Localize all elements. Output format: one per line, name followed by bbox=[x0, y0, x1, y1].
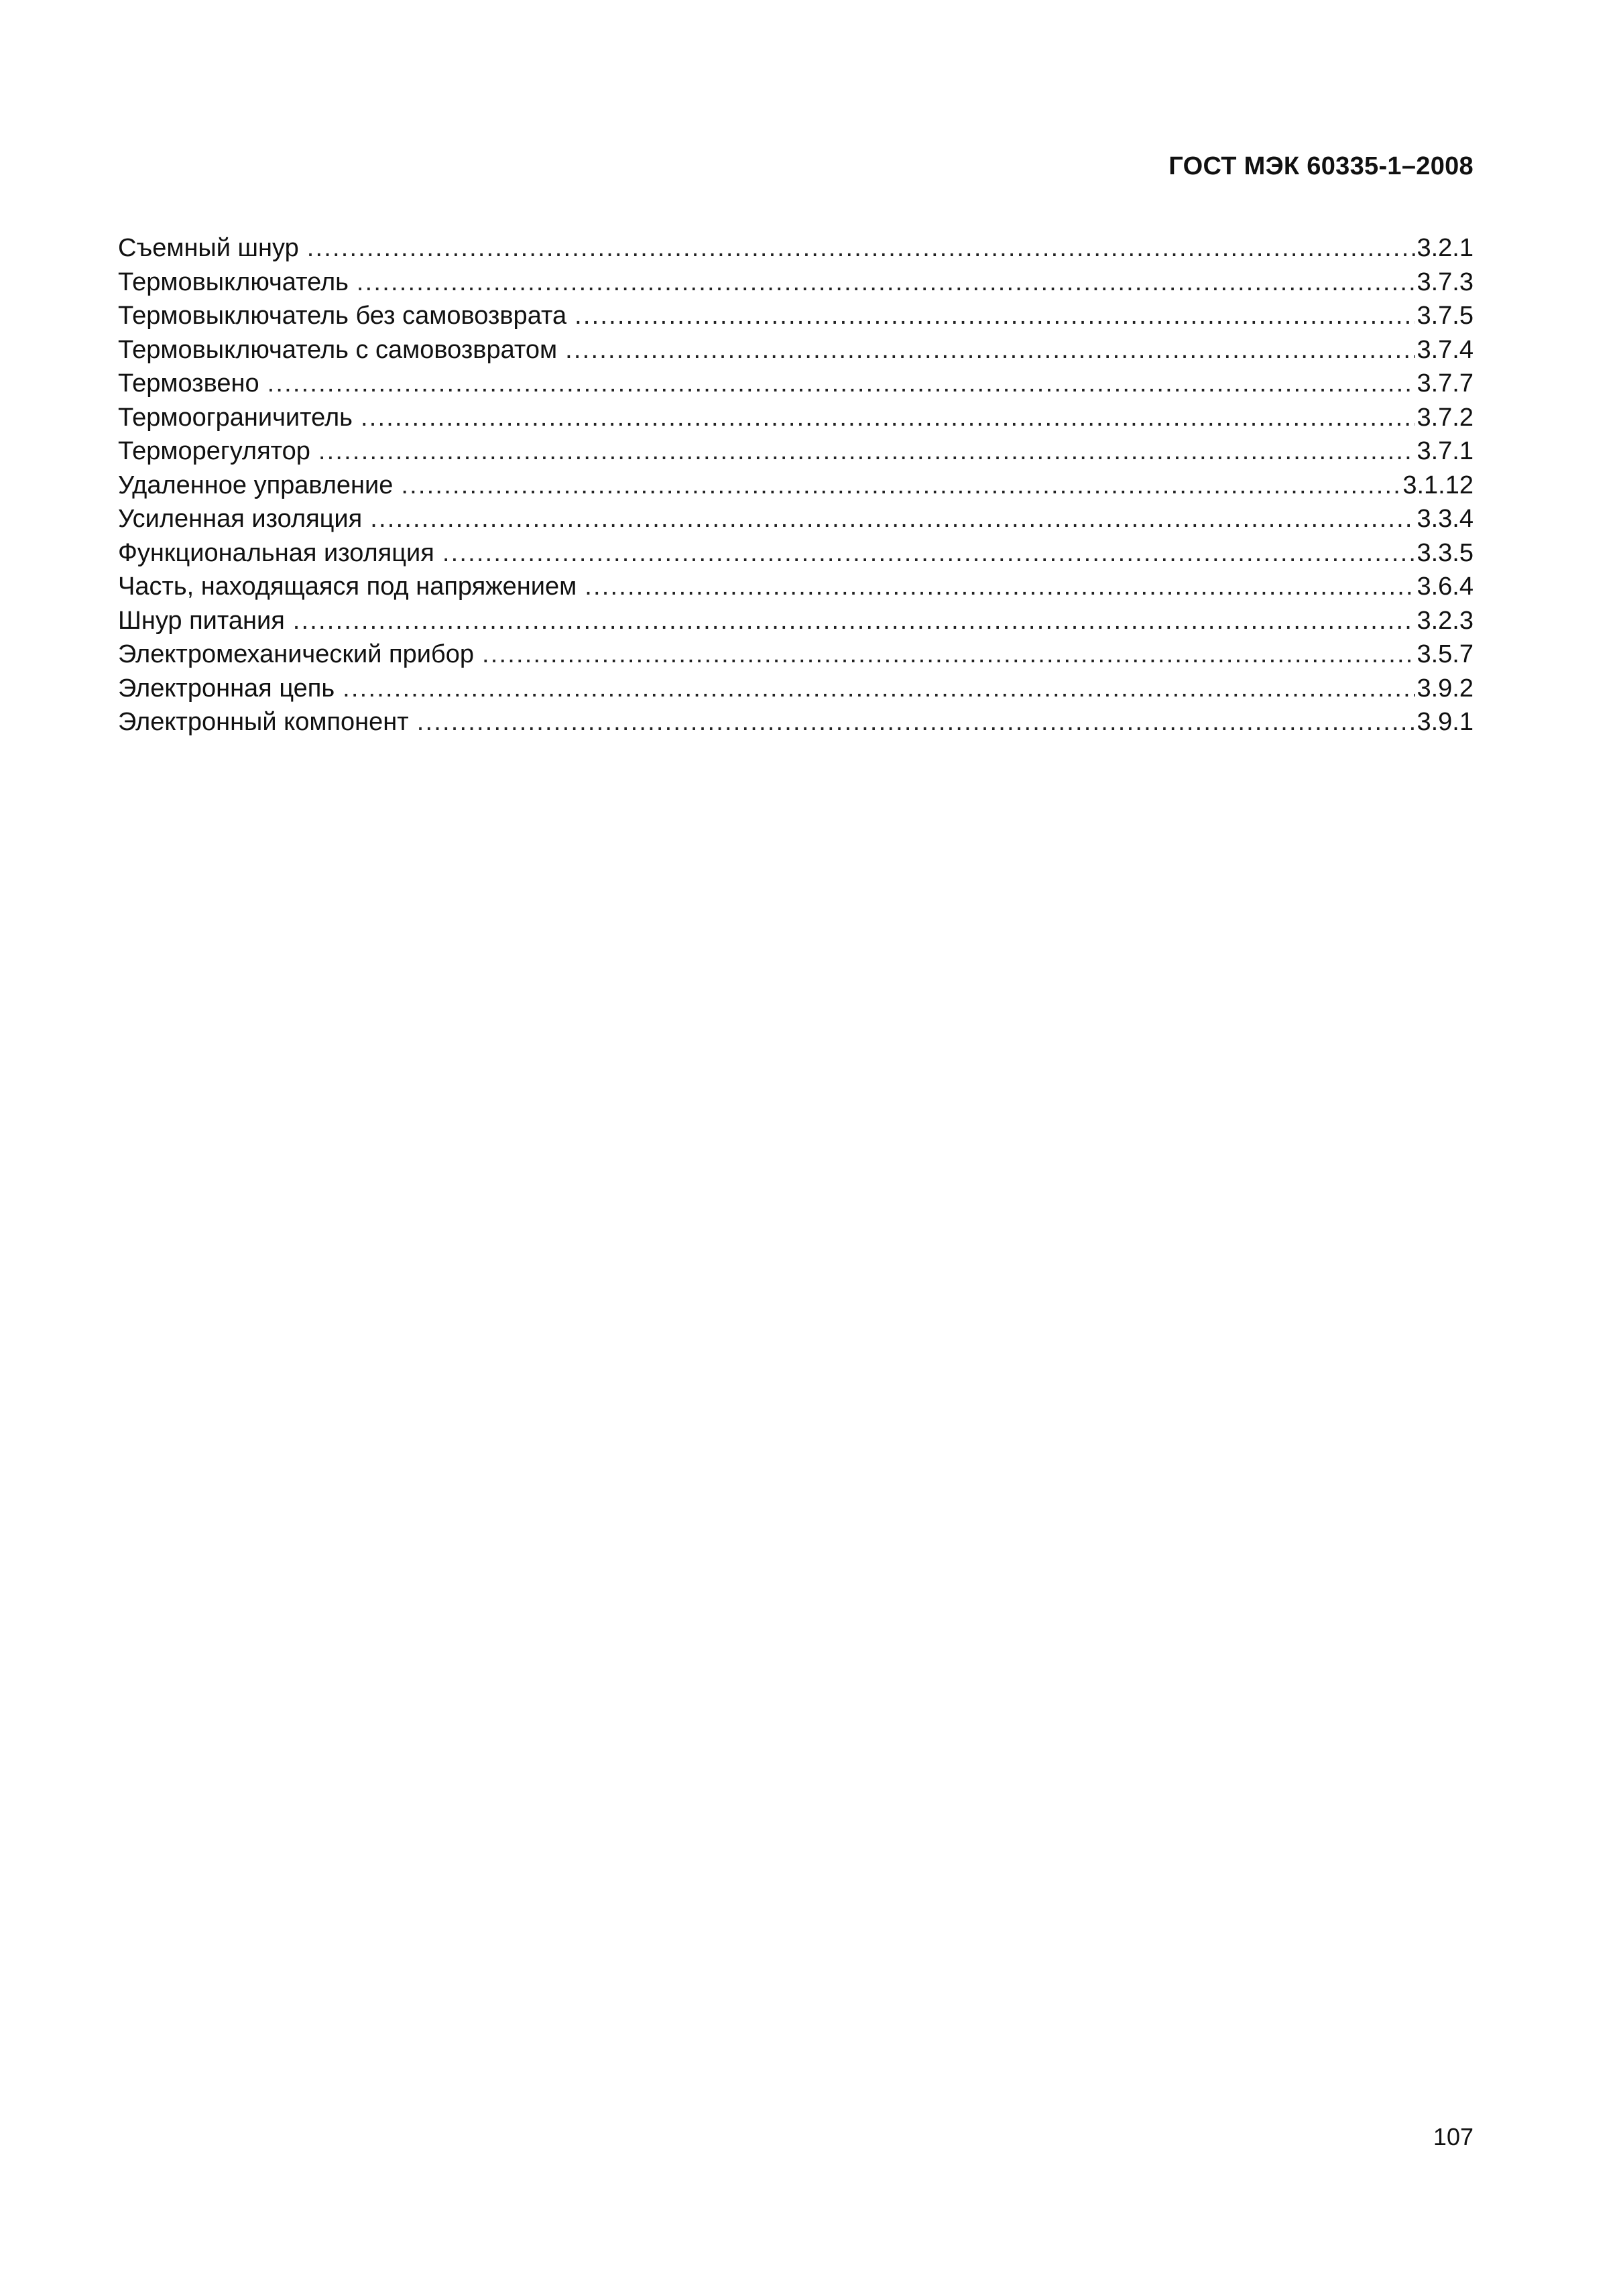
index-entry bbox=[118, 672, 1474, 706]
index-reference: 3.7.7 bbox=[1417, 369, 1474, 398]
index-term: Часть, находящаяся под напряжением bbox=[118, 572, 577, 601]
index-reference: 3.3.5 bbox=[1417, 538, 1474, 567]
index-term: Термовыключатель с самовозвратом bbox=[118, 335, 558, 364]
index-entry bbox=[118, 434, 1474, 469]
index-term: Удаленное управление bbox=[118, 471, 394, 499]
index-reference: 3.7.1 bbox=[1417, 437, 1474, 465]
dot-leader bbox=[575, 299, 1415, 333]
dot-leader bbox=[401, 469, 1401, 503]
index-entry bbox=[118, 401, 1474, 435]
index-term: Усиленная изоляция bbox=[118, 505, 363, 533]
index-term: Термовыключатель bbox=[118, 267, 349, 296]
document-code-header: ГОСТ МЭК 60335-1–2008 bbox=[1168, 152, 1474, 180]
index-term: Электромеханический прибор bbox=[118, 640, 474, 668]
index-entry bbox=[118, 299, 1474, 333]
dot-leader bbox=[482, 638, 1416, 672]
index-entry bbox=[118, 502, 1474, 536]
index-term: Терморегулятор bbox=[118, 437, 310, 465]
dot-leader bbox=[442, 536, 1416, 570]
index-reference: 3.7.2 bbox=[1417, 403, 1474, 432]
dot-leader bbox=[318, 434, 1416, 469]
index-entry bbox=[118, 570, 1474, 604]
dot-leader bbox=[370, 502, 1415, 536]
index-entry bbox=[118, 469, 1474, 503]
index-entry bbox=[118, 231, 1474, 265]
index-reference: 3.7.4 bbox=[1417, 335, 1474, 364]
index-reference: 3.7.5 bbox=[1417, 302, 1474, 330]
index-reference: 3.1.12 bbox=[1402, 471, 1474, 499]
index-entry bbox=[118, 265, 1474, 300]
dot-leader bbox=[267, 367, 1416, 401]
index-entry bbox=[118, 604, 1474, 638]
dot-leader bbox=[417, 705, 1416, 739]
dot-leader bbox=[361, 401, 1416, 435]
index-entry bbox=[118, 638, 1474, 672]
dot-leader bbox=[293, 604, 1416, 638]
index-term: Термоограничитель bbox=[118, 403, 353, 432]
index-reference: 3.3.4 bbox=[1417, 505, 1474, 533]
index-term: Шнур питания bbox=[118, 606, 285, 635]
index-reference: 3.5.7 bbox=[1417, 640, 1474, 668]
index-term: Функциональная изоляция bbox=[118, 538, 434, 567]
dot-leader bbox=[307, 231, 1416, 265]
index-reference: 3.9.2 bbox=[1417, 674, 1474, 703]
page-number: 107 bbox=[1433, 2123, 1474, 2151]
index-term: Электронный компонент bbox=[118, 708, 409, 736]
index-entry bbox=[118, 333, 1474, 367]
index-term: Съемный шнур bbox=[118, 234, 299, 262]
index-entry bbox=[118, 705, 1474, 739]
index-term: Термовыключатель без самовозврата bbox=[118, 302, 567, 330]
alphabetical-index-list bbox=[118, 231, 1474, 739]
index-reference: 3.9.1 bbox=[1417, 708, 1474, 736]
index-entry bbox=[118, 536, 1474, 570]
dot-leader bbox=[343, 672, 1415, 706]
index-reference: 3.2.3 bbox=[1417, 606, 1474, 635]
index-term: Электронная цепь bbox=[118, 674, 335, 703]
dot-leader bbox=[357, 265, 1416, 300]
index-reference: 3.2.1 bbox=[1417, 234, 1474, 262]
index-reference: 3.6.4 bbox=[1417, 572, 1474, 601]
index-term: Термозвено bbox=[118, 369, 259, 398]
dot-leader bbox=[585, 570, 1415, 604]
dot-leader bbox=[565, 333, 1415, 367]
index-entry bbox=[118, 367, 1474, 401]
index-reference: 3.7.3 bbox=[1417, 267, 1474, 296]
